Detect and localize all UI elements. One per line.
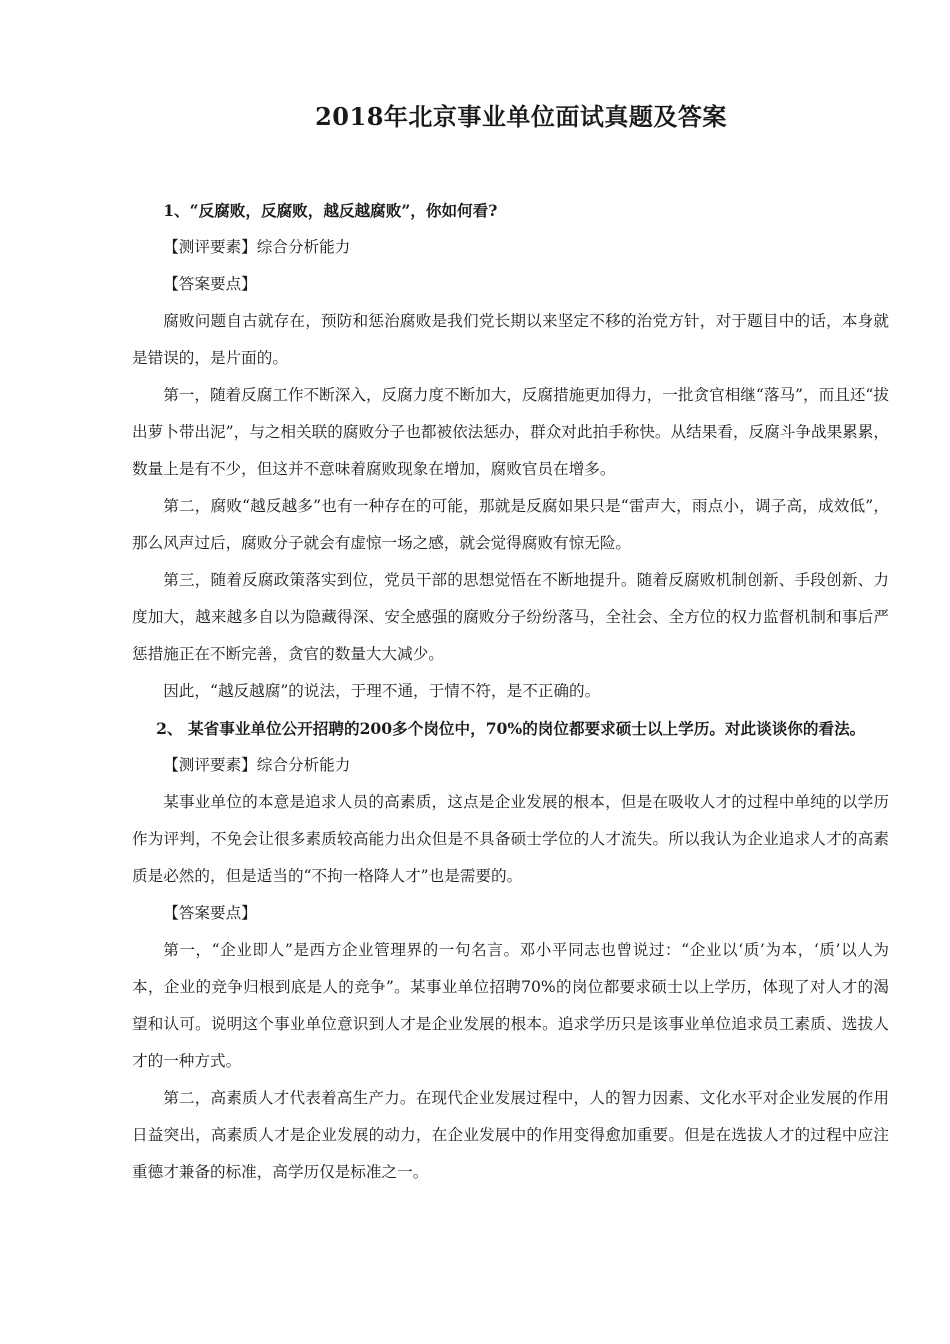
q2-paragraph: 第一，“企业即人”是西方企业管理界的一句名言。邓小平同志也曾说过：“企业以‘质’为本，‘质’以人为本，企业的竞争归根到底是人的竞争”。某事业单位招聘70%的岗位都要求硕士以上学历，体现了对人才的渴望和认可。说明这个事业单位意识到人才是企业发展的根本。追求学历只是该事业单位追求员工素质、选拔人才的一种方式。	[132, 941, 889, 1070]
q1-paragraph: 腐败问题自古就存在，预防和惩治腐败是我们党长期以来坚定不移的治党方针，对于题目中的话，本身就是错误的，是片面的。	[132, 312, 889, 367]
q1-paragraph: 第二，腐败“越反越多”也有一种存在的可能，那就是反腐如果只是“雷声大，雨点小，调子高，成效低”，那么风声过后，腐败分子就会有虚惊一场之感，就会觉得腐败有惊无险。	[132, 497, 889, 552]
q2-answer-label: 【答案要点】	[163, 904, 257, 922]
q1-eval-label: 【测评要素】综合分析能力	[163, 238, 351, 256]
q2-eval-label: 【测评要素】综合分析能力	[163, 756, 351, 774]
question-1: 1、“反腐败，反腐败，越反越腐败”，你如何看?	[163, 201, 498, 220]
q2-paragraph: 第二，高素质人才代表着高生产力。在现代企业发展过程中，人的智力因素、文化水平对企业发展的作用日益突出，高素质人才是企业发展的动力，在企业发展中的作用变得愈加重要。但是在选拔人才的过程中应注重德才兼备的标准，高学历仅是标准之一。	[132, 1089, 889, 1181]
q1-paragraph: 因此，“越反越腐”的说法，于理不通，于情不符，是不正确的。	[163, 682, 601, 700]
q1-answer-label: 【答案要点】	[163, 275, 257, 293]
document-body	[132, 192, 889, 1191]
q1-paragraph: 第一，随着反腐工作不断深入，反腐力度不断加大，反腐措施更加得力，一批贪官相继“落马”，而且还“拔出萝卜带出泥”，与之相关联的腐败分子也都被依法惩办，群众对此拍手称快。从结果看，反腐斗争战果累累，数量上是有不少，但这并不意味着腐败现象在增加，腐败官员在增多。	[132, 386, 889, 478]
q1-paragraph: 第三，随着反腐政策落实到位，党员干部的思想觉悟在不断地提升。随着反腐败机制创新、手段创新、力度加大，越来越多自以为隐藏得深、安全感强的腐败分子纷纷落马，全社会、全方位的权力监督机制和事后严惩措施正在不断完善，贪官的数量大大减少。	[132, 571, 889, 663]
q2-intro-paragraph: 某事业单位的本意是追求人员的高素质，这点是企业发展的根本，但是在吸收人才的过程中单纯的以学历作为评判，不免会让很多素质较高能力出众但是不具备硕士学位的人才流失。所以我认为企业追求人才的高素质是必然的，但是适当的“不拘一格降人才”也是需要的。	[132, 793, 889, 885]
document-title: 2018年北京事业单位面试真题及答案	[315, 102, 727, 131]
question-2: 2、 某省事业单位公开招聘的200多个岗位中，70%的岗位都要求硕士以上学历。对此谈谈你的看法。	[156, 719, 866, 738]
